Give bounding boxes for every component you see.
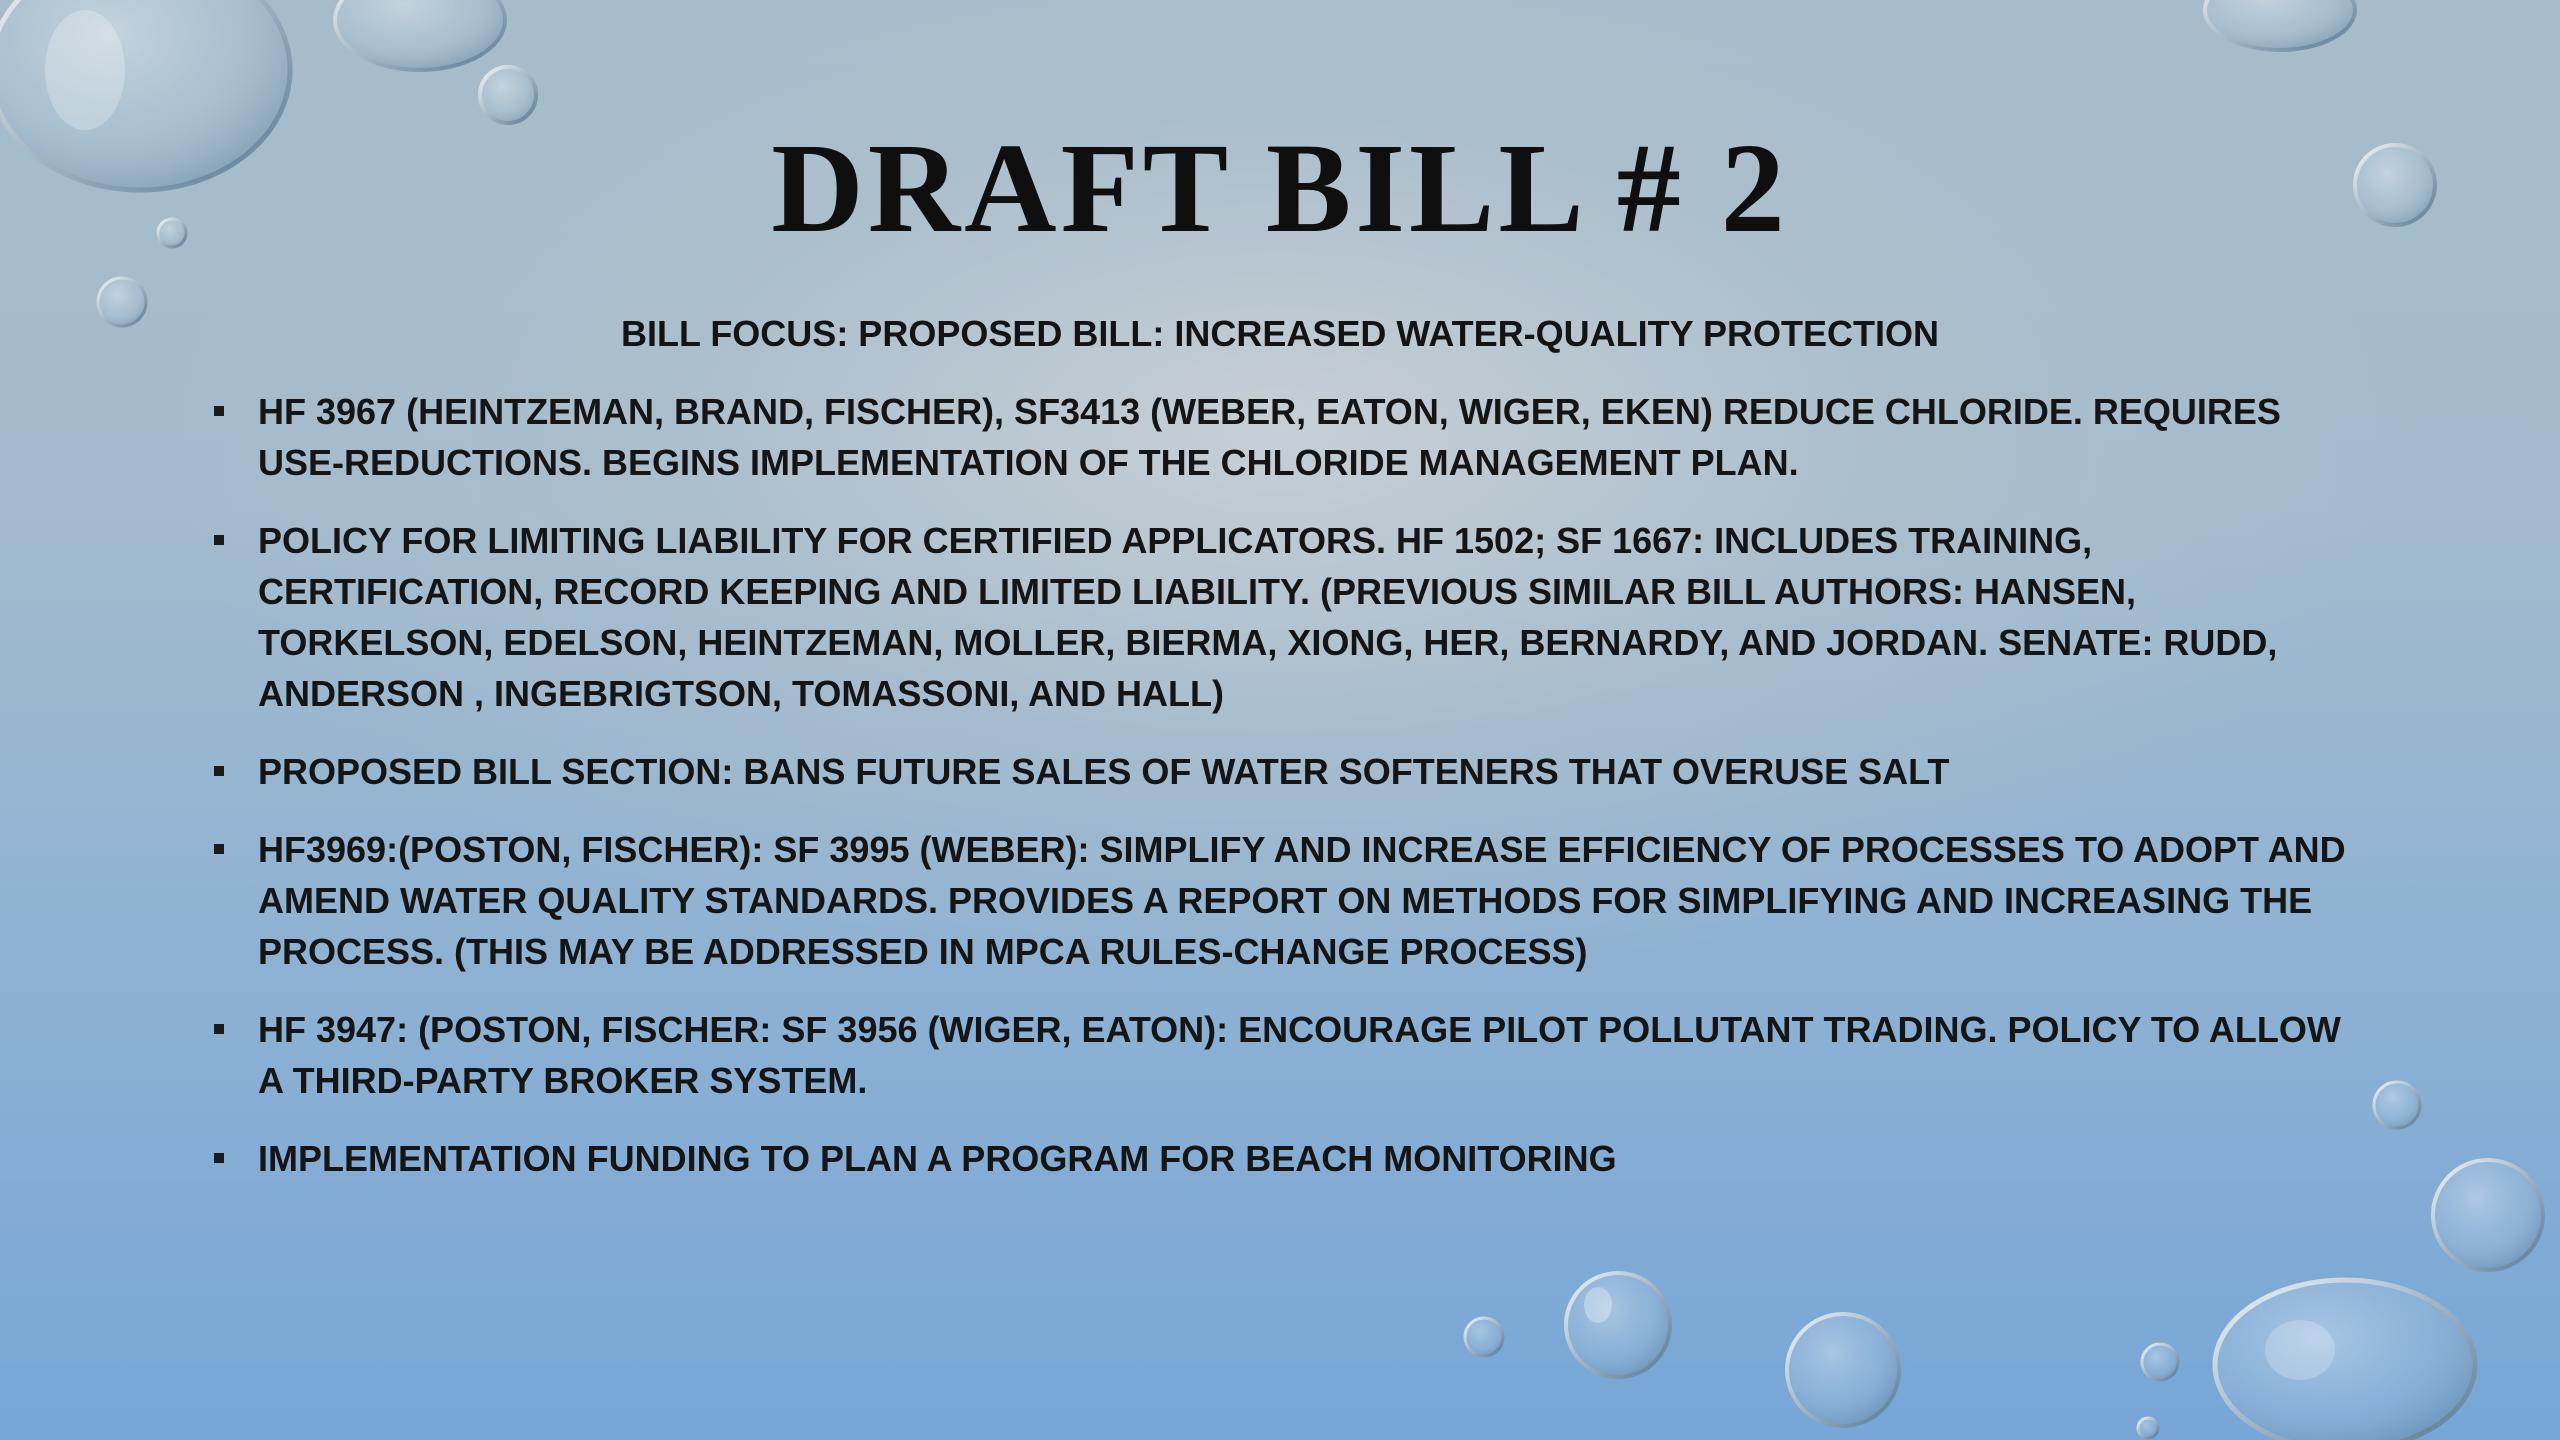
square-bullet-icon bbox=[214, 535, 224, 545]
bullet-item bbox=[210, 515, 2350, 719]
water-droplet-icon bbox=[2205, 0, 2355, 50]
square-bullet-icon bbox=[214, 844, 224, 854]
bullet-item bbox=[210, 1004, 2350, 1106]
water-droplet-icon bbox=[2142, 1344, 2178, 1380]
square-bullet-icon bbox=[214, 1153, 224, 1163]
water-droplet-icon bbox=[1566, 1273, 1670, 1377]
bullet-list bbox=[210, 386, 2350, 1211]
water-droplet-icon bbox=[2374, 1082, 2420, 1128]
square-bullet-icon bbox=[214, 1024, 224, 1034]
water-droplet-icon bbox=[2433, 1160, 2543, 1270]
bullet-item bbox=[210, 386, 2350, 488]
slide-title: DRAFT BILL # 2 bbox=[771, 117, 1789, 259]
bullet-text: PROPOSED BILL SECTION: BANS FUTURE SALES OF WATER SOFTENERS THAT OVERUSE SALT bbox=[258, 751, 1950, 792]
bullet-text: HF 3967 (HEINTZEMAN, BRAND, FISCHER), SF3413 (WEBER, EATON, WIGER, EKEN) REDUCE CHLORIDE. REQUIRES USE-REDUCTIONS. BEGINS IMPLEMENTATION OF THE CHLORIDE MANAGEMENT PLAN. bbox=[258, 391, 2281, 483]
water-droplet-icon bbox=[2215, 1280, 2475, 1440]
bullet-item bbox=[210, 746, 2350, 797]
bullet-item bbox=[210, 1133, 2350, 1184]
water-droplet-icon bbox=[2138, 1418, 2158, 1438]
water-droplet-icon bbox=[335, 0, 505, 70]
bullet-item bbox=[210, 824, 2350, 977]
water-droplet-icon bbox=[1465, 1318, 1503, 1356]
bullet-text: IMPLEMENTATION FUNDING TO PLAN A PROGRAM FOR BEACH MONITORING bbox=[258, 1138, 1617, 1179]
bullet-text: HF 3947: (POSTON, FISCHER: SF 3956 (WIGER, EATON): ENCOURAGE PILOT POLLUTANT TRADING. POLICY TO ALLOW A THIRD-PARTY BROKER SYSTEM. bbox=[258, 1009, 2341, 1101]
bullet-text: POLICY FOR LIMITING LIABILITY FOR CERTIFIED APPLICATORS. HF 1502; SF 1667: INCLUDES TRAINING, CERTIFICATION, RECORD KEEPING AND LIMITED LIABILITY. (PREVIOUS SIMILAR BILL AUTHORS: HANSEN, TORKELSON, EDELSON, HEINTZEMAN, MOLLER, BIERMA, XIONG, HER, BERNARDY, AND JORDAN. SENATE: RUDD, ANDERSON , INGEBRIGTSON, TOMASSONI, AND HALL) bbox=[258, 520, 2278, 714]
bill-focus-subtitle: BILL FOCUS: PROPOSED BILL: INCREASED WATER-QUALITY PROTECTION bbox=[620, 313, 1940, 354]
water-droplet-icon bbox=[480, 67, 536, 123]
square-bullet-icon bbox=[214, 766, 224, 776]
square-bullet-icon bbox=[214, 406, 224, 416]
bullet-text: HF3969:(POSTON, FISCHER): SF 3995 (WEBER): SIMPLIFY AND INCREASE EFFICIENCY OF PROCESSES TO ADOPT AND AMEND WATER QUALITY STANDARDS. PROVIDES A REPORT ON METHODS FOR SIMPLIFYING AND INCREASING THE PROCESS. (THIS MAY BE ADDRESSED IN MPCA RULES-CHANGE PROCESS) bbox=[258, 829, 2346, 972]
water-droplet-icon bbox=[1787, 1314, 1899, 1426]
